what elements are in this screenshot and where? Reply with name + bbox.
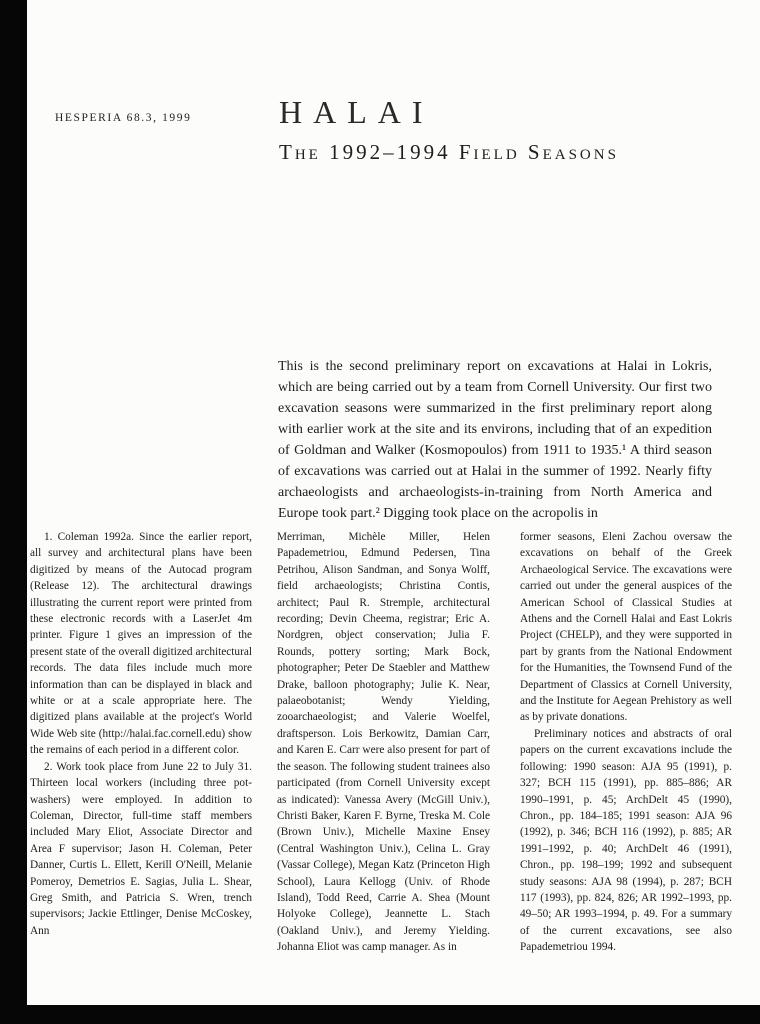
scan-edge-left [0,0,27,1024]
footnote-2-continued-end: former seasons, Eleni Zachou oversaw the excavations on behalf of the Greek Archaeological Service. The excavations were carried out under the general auspices of the American School of Classical Studies at Athens and the Cornell Halai and East Lokris Project (CHELP), and they were supported in part by grants from the National Endowment for the Humanities, the Townsend Fund of the Department of Classics at Cornell University, and the Institute for Aegean Prehistory as well as by private donations. [520,531,732,724]
journal-citation: HESPERIA 68.3, 1999 [55,112,192,124]
article-subtitle: The 1992–1994 Field Seasons [279,140,619,164]
scan-edge-bottom [0,1005,760,1024]
footnote-2-continued: Merriman, Michèle Miller, Helen Papademetriou, Edmund Pedersen, Tina Petrihou, Alison Sandman, and Sonya Wolff, field archaeologists; Christina Contis, architect; Paul R. Stremple, architectural recording; Devin Cheema, registrar; Eric A. Nordgren, object conservation; Julia F. Rounds, pottery sorting; Mark Bock, photographer; Peter De Staebler and Matthew Drake, balloon photography; Julie K. Near, palaeobotanist; Wendy Yielding, zooarchaeologist; and Valerie Woelfel, draftsperson. Lois Berkowitz, Damian Carr, and Karen E. Carr were also present for part of the season. The following student trainees also participated (from Cornell University except as indicated): Vanessa Avery (McGill Univ.), Christi Baker, Karen F. Byrne, Treska M. Cole (Brown Univ.), Michelle Maxine Ensey (Central Washington Univ.), Celina L. Gray (Vassar College), Megan Katz (Princeton High School), Laura Kellogg (Univ. of Rhode Island), Todd Reed, Carrie A. Shea (Mount Holyoke College), Jeannette L. Stach (Oakland Univ.), and Jeremy Yielding. Johanna Eliot was camp manager. As in [277,531,490,954]
article-title: HALAI [279,94,434,130]
footnote-column-3 [520,529,732,956]
footnote-2-preliminary-notices: Preliminary notices and abstracts of oral papers on the current excavations include the following: 1990 season: AJA 95 (1991), p. 327; BCH 115 (1991), pp. 885–886; AR 1990–1991, p. 45; ArchDelt 45 (1990), Chron., pp. 184–185; 1991 season: AJA 96 (1992), p. 346; BCH 116 (1992), p. 885; AR 1991–1992, p. 40; ArchDelt 46 (1991), Chron., pp. 198–199; 1992 and subsequent study seasons: AJA 98 (1994), p. 287; BCH 117 (1993), pp. 824, 826; AR 1992–1993, pp. 49–50; AR 1993–1994, p. 49. For a summary of the current excavations, see also Papademetriou 1994. [520,727,732,954]
footnote-column-1 [30,529,252,956]
footnotes-section [30,529,732,956]
footnote-column-2 [277,529,490,956]
footnote-1: 1. Coleman 1992a. Since the earlier report, all survey and architectural plans have been digitized by means of the Autocad program (Release 12). The architectural drawings illustrating the current report were printed from these electronic records with a LaserJet 4m printer. Figure 1 gives an impression of the present state of the overall digitized architectural records. The data files include much more information than can be displayed in black and white or at a scale appropriate here. The digitized plans available at the project's World Wide Web site (http://halai.fac.cornell.edu) show the remains of each period in a different color. [30,531,252,757]
footnote-2-start: 2. Work took place from June 22 to July 31. Thirteen local workers (including three pot-washers) were employed. In addition to Coleman, Director, full-time staff members included Mary Eliot, Associate Director and Area F supervisor; Jason H. Coleman, Peter Danner, Curtis L. Ellett, Kerill O'Neill, Melanie Pomeroy, Demetrios E. Sagias, Julia L. Shear, Greg Smith, and Patricia S. Wren, trench supervisors; Jackie Ettlinger, Denise McCoskey, Ann [30,760,252,937]
intro-paragraph: This is the second preliminary report on excavations at Halai in Lokris, which are being carried out by a team from Cornell University. Our first two excavation seasons were summarized in the first preliminary report along with earlier work at the site and its environs, including that of an expedition of Goldman and Walker (Kosmopoulos) from 1911 to 1935.¹ A third season of excavations was carried out at Halai in the summer of 1992. Nearly fifty archaeologists and archaeologists-in-training from North America and Europe took part.² Digging took place on the acropolis in [278,359,712,521]
